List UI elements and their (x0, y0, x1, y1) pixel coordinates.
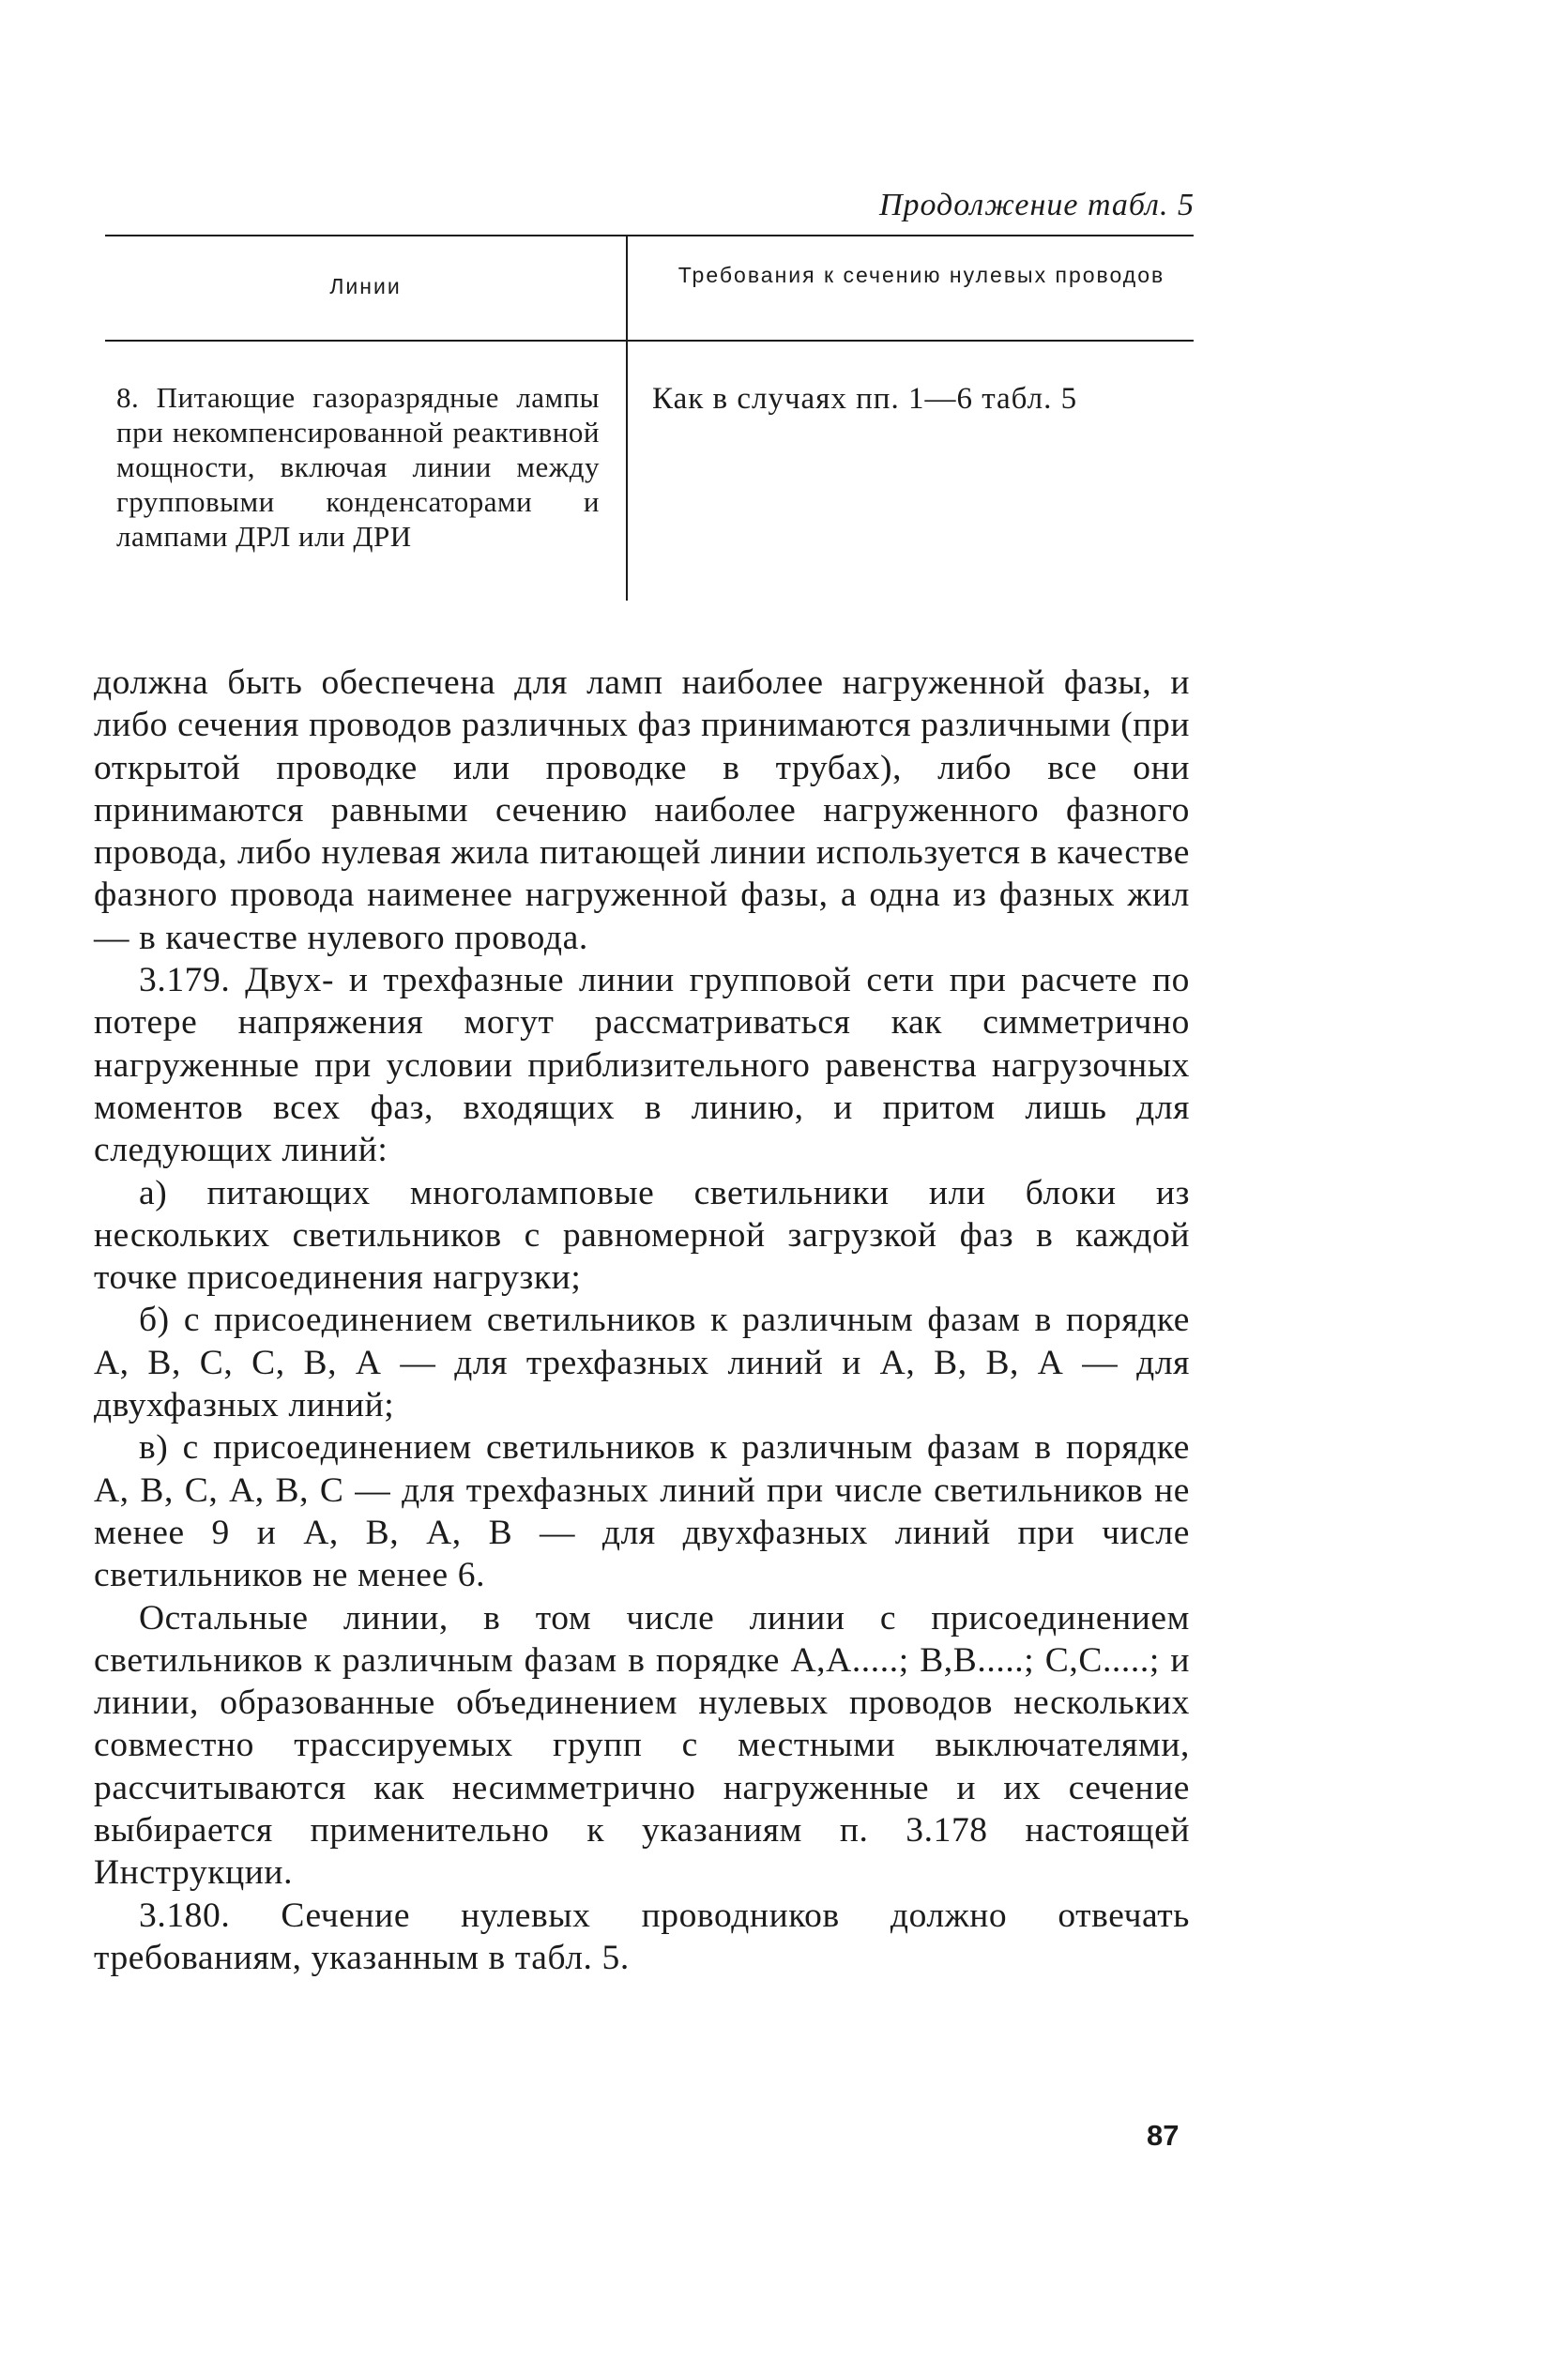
paragraph-3-180: 3.180. Сечение нулевых проводников должно отвечать требованиям, указанным в табл. 5. (94, 1896, 1190, 1977)
list-item-c: в) с присоединением светильников к различным фазам в порядке А, В, С, А, В, С — для трехфазных линий при числе светильников не менее 9 и А, В, А, В — для двухфазных линий при числе светильников не менее 6. (94, 1428, 1190, 1595)
list-item-a: а) питающих многоламповые светильники или блоки из нескольких светильников с равномерной загрузкой фаз в каждой точке присоединения нагрузки; (94, 1173, 1190, 1298)
table-top-rule (105, 235, 1194, 236)
table-header-rule (105, 340, 1194, 342)
table-cell-line: 8. Питающие газоразрядные лампы при некомпенсированной реактивной мощности, включая линии между групповыми конденсаторами и лампами ДРЛ или ДРИ (116, 381, 600, 553)
body-text (94, 662, 1190, 1979)
paragraph-continuation: должна быть обеспечена для ламп наиболее нагруженной фазы, и либо сечения проводов различных фаз принимаются различными (при открытой проводке или проводке в трубах), либо все они принимаются равными сечению наиболее нагруженного фазного провода, либо нулевая жила питающей линии используется в качестве фазного провода наименее нагруженной фазы, а одна из фазных жил — в качестве нулевого провода. (94, 663, 1190, 957)
page-number: 87 (1147, 2119, 1180, 2152)
paragraph-3-179: 3.179. Двух- и трехфазные линии групповой сети при расчете по потере напряжения могут рассматриваться как симметрично нагруженные при условии приблизительного равенства нагрузочных моментов всех фаз, входящих в линию, и притом лишь для следующих линий: (94, 961, 1190, 1170)
table-header-requirements: Требования к сечению нулевых проводов (677, 263, 1165, 287)
table-caption: Продолжение табл. 5 (878, 188, 1195, 222)
table-header-lines: Линии (329, 274, 402, 298)
table-column-divider (626, 235, 628, 601)
table-cell-requirement: Как в случаях пп. 1—6 табл. 5 (652, 382, 1078, 416)
list-item-b: б) с присоединением светильников к различным фазам в порядке А, В, С, С, В, А — для трехфазных линий и А, В, В, А — для двухфазных линий; (94, 1301, 1190, 1425)
table (105, 235, 1194, 610)
paragraph-other-lines: Остальные линии, в том числе линии с присоединением светильников к различным фазам в порядке А,А.....; В,В.....; С,С.....; и линии, образованные объединением нулевых проводов нескольких совместно трассируемых групп с местными выключателями, рассчитываются как несимметрично нагруженные и их сечение выбирается применительно к указаниям п. 3.178 настоящей Инструкции. (94, 1598, 1190, 1893)
